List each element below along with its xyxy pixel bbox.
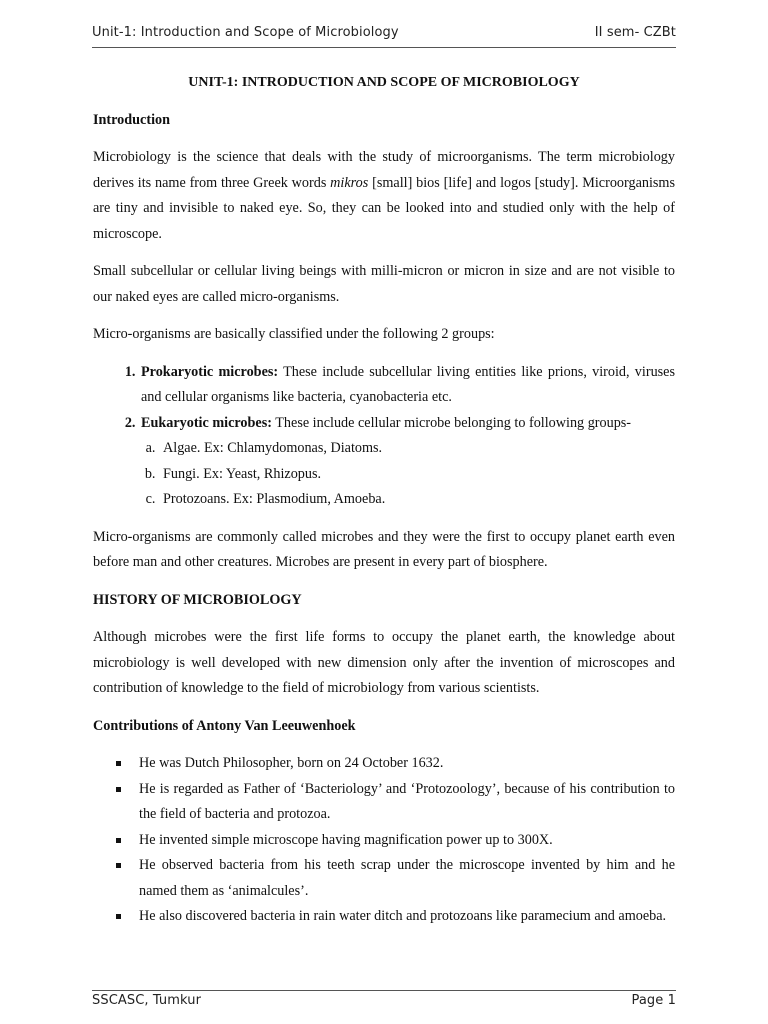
list-item xyxy=(93,828,675,854)
contributions-list xyxy=(93,751,675,930)
prokaryotic-text: These include subcellular living entities like prions, viroid, viruses and cellular organisms like bacteria, cyanobacteria etc. xyxy=(141,363,675,405)
microbe-groups-list xyxy=(93,360,675,513)
introduction-paragraph xyxy=(93,145,675,247)
contribution-text: He was Dutch Philosopher, born on 24 October 1632. xyxy=(139,755,444,771)
contribution-text: He observed bacteria from his teeth scrap under the microscope invented by him and he named them as ‘animalcules’. xyxy=(139,857,675,899)
contributions-heading: Contributions of Antony Van Leeuwenhoek xyxy=(93,717,356,734)
intro-text-part-1: Microbiology is the science that deals with the study of microorganisms. The term microbiology derives its name from three Greek words xyxy=(93,149,675,191)
contribution-text: He invented simple microscope having magnification power up to 300X. xyxy=(139,831,553,848)
history-heading: HISTORY OF MICROBIOLOGY xyxy=(93,591,302,608)
list-item xyxy=(93,777,675,828)
square-bullet-icon xyxy=(116,838,121,843)
header-semester: II sem- CZBt xyxy=(594,25,676,40)
page-content xyxy=(93,70,675,930)
intro-text-part-2: [small] bios [life] and logos [study]. Microorganisms are tiny and invisible to naked eye. So, they can be looked into and studied only with the help of microscope. xyxy=(93,174,675,242)
history-paragraph: Although microbes were the first life forms to occupy the planet earth, the knowledge about microbiology is well developed with new dimension only after the invention of microscopes and contribution of knowledge to the field of microbiology from various scientists. xyxy=(93,629,675,696)
list-item-fungi: b. Fungi. Ex: Yeast, Rhizopus. xyxy=(159,462,675,488)
list-item xyxy=(93,904,675,930)
document-title: UNIT-1: INTRODUCTION AND SCOPE OF MICROBIOLOGY xyxy=(188,75,580,90)
prokaryotic-label: Prokaryotic microbes: xyxy=(141,363,279,380)
contribution-text: He also discovered bacteria in rain water ditch and protozoans like paramecium and amoeba. xyxy=(139,908,667,924)
square-bullet-icon xyxy=(116,761,121,766)
list-item-algae: a. Algae. Ex: Chlamydomonas, Diatoms. xyxy=(159,436,675,462)
contribution-text: He is regarded as Father of ‘Bacteriology’ and ‘Protozoology’, because of his contribution to the field of bacteria and protozoa. xyxy=(139,780,675,822)
eukaryotic-text: These include cellular microbe belonging to following groups- xyxy=(271,414,632,431)
list-item xyxy=(93,853,675,904)
eukaryotic-subgroups-list xyxy=(141,436,675,513)
header-unit-title: Unit-1: Introduction and Scope of Microbiology xyxy=(92,25,399,40)
page-footer xyxy=(92,990,676,1015)
square-bullet-icon xyxy=(116,787,121,792)
page-header xyxy=(92,25,676,48)
footer-institution: SSCASC, Tumkur xyxy=(92,993,202,1008)
microorganism-definition-paragraph: Small subcellular or cellular living beings with milli-micron or micron in size and are not visible to our naked eyes are called micro-organisms. xyxy=(93,263,675,305)
list-item xyxy=(93,751,675,777)
square-bullet-icon xyxy=(116,863,121,868)
intro-greek-word: mikros xyxy=(330,174,369,191)
square-bullet-icon xyxy=(116,914,121,919)
introduction-heading: Introduction xyxy=(93,111,170,128)
list-item-protozoans: c. Protozoans. Ex: Plasmodium, Amoeba. xyxy=(159,487,675,513)
eukaryotic-label: Eukaryotic microbes: xyxy=(141,414,272,431)
list-item-eukaryotic xyxy=(139,411,675,513)
classification-intro-paragraph: Micro-organisms are basically classified under the following 2 groups: xyxy=(93,326,495,342)
footer-page-number: Page 1 xyxy=(631,993,676,1008)
list-item-prokaryotic xyxy=(139,360,675,411)
microbes-paragraph: Micro-organisms are commonly called microbes and they were the first to occupy planet earth even before man and other creatures. Microbes are present in every part of biosphere. xyxy=(93,528,675,570)
